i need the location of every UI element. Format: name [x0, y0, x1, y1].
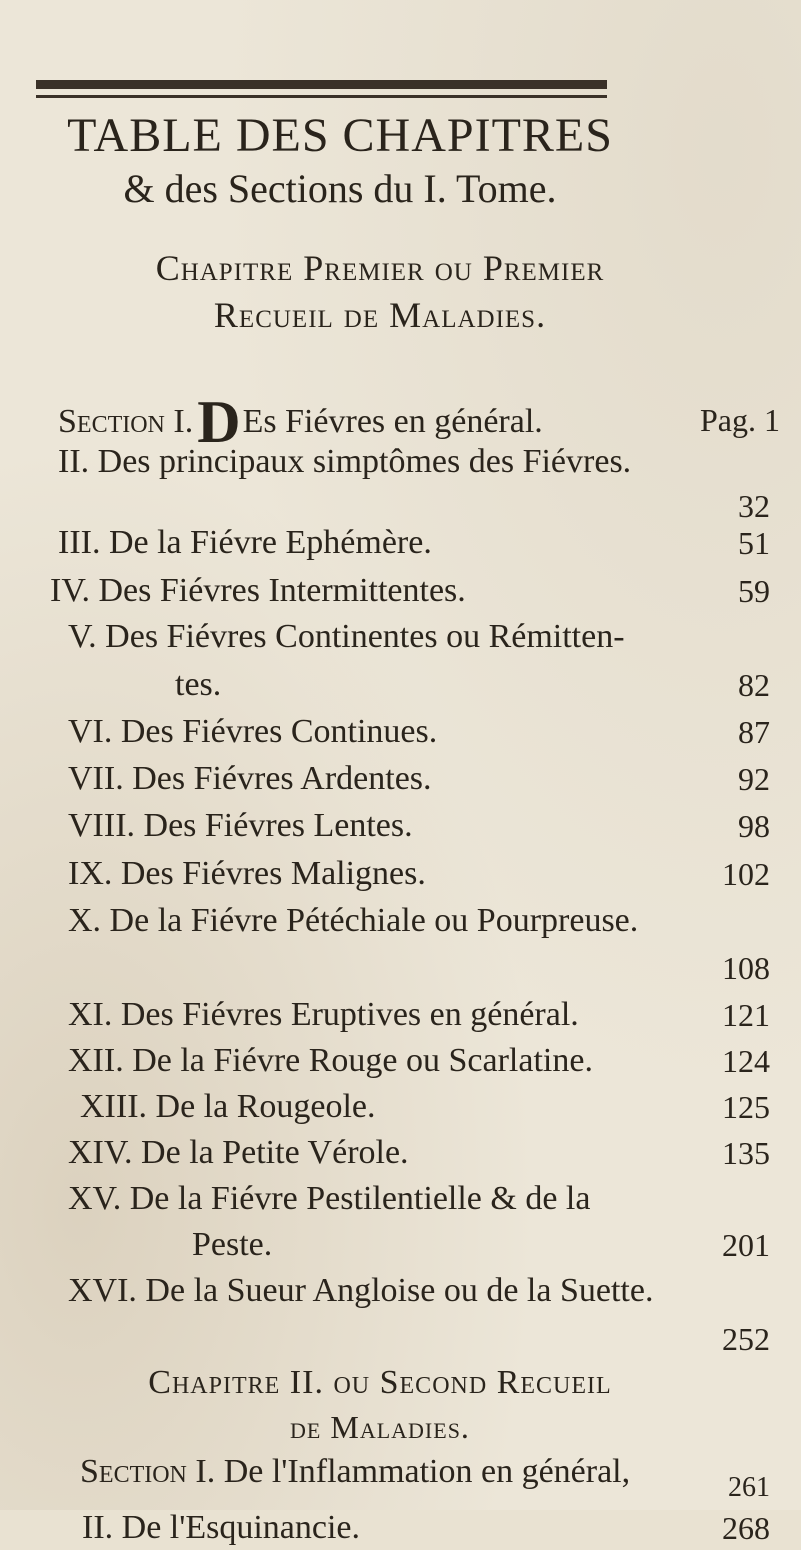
toc-entry: XVI. De la Sueur Angloise ou de la Suette.	[68, 1272, 654, 1309]
page-number: 268	[722, 1510, 770, 1546]
page-number: 98	[738, 808, 770, 844]
page-number: 125	[722, 1089, 770, 1125]
entry-text: De l'Inflammation en général,	[223, 1453, 631, 1490]
header-rule-thin	[36, 95, 607, 98]
toc-entry-section-1	[58, 389, 543, 455]
drop-cap: D	[197, 389, 241, 455]
toc-entry: XV. De la Fiévre Pestilentielle & de la	[68, 1180, 591, 1217]
page-subtitle: & des Sections du I. Tome.	[123, 166, 557, 211]
section-label: Section I.	[80, 1453, 216, 1490]
chapter2-heading-line1: Chapitre II. ou Second Recueil	[148, 1364, 612, 1401]
page-number: 92	[738, 761, 770, 797]
page-number: 102	[722, 856, 770, 892]
page-number: 108	[722, 950, 770, 986]
toc-entry: II. Des principaux simptômes des Fiévres.	[58, 443, 632, 480]
page-title: TABLE DES CHAPITRES	[67, 109, 613, 162]
entry-text: Es Fiévres en général.	[242, 403, 543, 440]
page-number: 82	[738, 667, 770, 703]
chapter1-heading-line1: Chapitre Premier ou Premier	[155, 248, 605, 288]
page-number: 261	[728, 1472, 770, 1503]
section-label: Section I.	[58, 403, 194, 440]
page-number: 201	[722, 1227, 770, 1263]
page-number: 135	[722, 1135, 770, 1171]
toc-entry: X. De la Fiévre Pétéchiale ou Pourpreuse.	[68, 902, 639, 939]
page-number: 51	[738, 525, 770, 561]
page-number: 124	[722, 1043, 770, 1079]
toc-entry-continuation: Peste.	[192, 1226, 273, 1263]
toc-entry: IX. Des Fiévres Malignes.	[68, 855, 426, 892]
toc-entry: XIV. De la Petite Vérole.	[68, 1134, 409, 1171]
page-number: 87	[738, 714, 770, 750]
toc-entry: XII. De la Fiévre Rouge ou Scarlatine.	[68, 1042, 593, 1079]
toc-entry: VII. Des Fiévres Ardentes.	[68, 760, 432, 797]
toc-entry: XI. Des Fiévres Eruptives en général.	[68, 996, 579, 1033]
chapter1-heading-line2: Recueil de Maladies.	[213, 295, 547, 335]
chapter2-heading-line2: de Maladies.	[290, 1409, 470, 1445]
toc-entry: VI. Des Fiévres Continues.	[68, 713, 438, 750]
toc-entry: II. De l'Esquinancie.	[82, 1509, 361, 1546]
toc-entry: V. Des Fiévres Continentes ou Rémitten-	[68, 618, 625, 655]
header-rule-thick	[36, 80, 607, 89]
toc-entry: VIII. Des Fiévres Lentes.	[68, 807, 413, 844]
toc-entry: XIII. De la Rougeole.	[80, 1088, 376, 1125]
page-number: 121	[722, 997, 770, 1033]
page-number: 59	[738, 573, 770, 609]
page-number: 252	[722, 1321, 770, 1357]
page-number: Pag. 1	[700, 402, 780, 438]
toc-entry: IV. Des Fiévres Intermittentes.	[50, 572, 466, 609]
toc-entry-continuation: tes.	[175, 666, 222, 703]
toc-entry-section-1	[80, 1450, 630, 1494]
toc-entry: III. De la Fiévre Ephémère.	[58, 524, 432, 561]
page-number: 32	[738, 488, 770, 524]
